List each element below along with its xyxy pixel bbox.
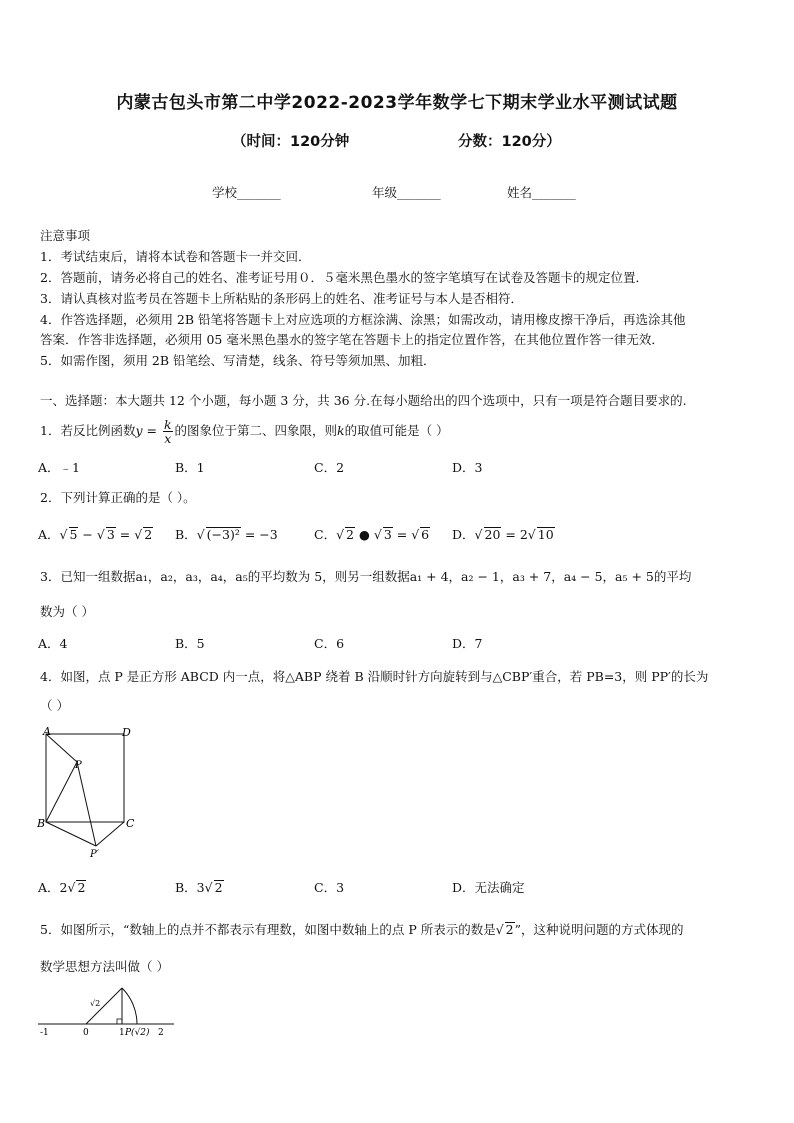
label-c: C [126, 817, 135, 830]
q2-d-r2: 10 [537, 527, 554, 542]
q4-option-d: D．无法确定 [452, 880, 525, 895]
q2-c-r2: 3 [383, 527, 392, 542]
label-b: B [37, 817, 46, 830]
question-2-stem: 2．下列计算正确的是（ ）。 [40, 490, 196, 505]
q2-c-r3: 6 [421, 527, 430, 542]
notice-item: 1．考试结束后，请将本试卷和答题卡一并交回． [40, 249, 311, 264]
notice-item: 5．如需作图，须用 2B 铅笔绘、写清楚，线条、符号等须加黑、加粗． [40, 353, 436, 368]
notice-item: 答案．作答非选择题，必须用 05 毫米黑色墨水的签字笔在答题卡上的指定位置作答，在其他位置作答一律无效． [40, 332, 664, 347]
q2-a-r3: 2 [144, 527, 153, 542]
question-3-stem: 3．已知一组数据a₁，a₂，a₃，a₄，a₅的平均数为 5，则另一组数据a₁ + 4，a₂ − 1，a₃ + 7，a₄ − 5，a₅ + 5的平均 [40, 569, 692, 584]
segment-cpp [96, 822, 124, 846]
q1-fraction [163, 418, 173, 445]
number-line-figure [34, 982, 184, 1042]
q2-a-minus: − [78, 527, 97, 542]
segment-pp [77, 762, 96, 846]
q2-b-r1: (−3)² [206, 527, 240, 542]
right-angle-mark [117, 1019, 122, 1024]
square-abcd [46, 734, 124, 822]
q1-prefix: 1．若反比例函数 [40, 423, 136, 438]
q3-option-d: D．7 [452, 636, 483, 651]
segment-bpp [46, 822, 96, 846]
tick-one: 1 [119, 1028, 125, 1038]
q1-denominator: x [164, 431, 172, 446]
q2-option-d: D．√ 20 = 2√ 10 [452, 527, 554, 542]
question-5-stem: 5．如图所示，“数轴上的点并不都表示有理数，如图中数轴上的点 P 所表示的数是√ 2”，这种说明问题的方式体现的 [40, 922, 684, 937]
q2-c-r1: 2 [346, 527, 354, 542]
section-heading: 一、选择题：本大题共 12 个小题，每小题 3 分，共 36 分.在每小题给出的四个选项中，只有一项是符合题目要求的. [40, 393, 687, 408]
segment-ap [46, 734, 77, 762]
tick-zero: 0 [83, 1028, 89, 1038]
q5-root: 2 [505, 922, 514, 937]
q2-c-dot: ● [355, 527, 374, 542]
q2-b-label: B． [175, 527, 197, 542]
q1-option-c: C．2 [314, 460, 345, 475]
q4-b-root: 2 [214, 880, 223, 895]
q2-a-r1: 5 [69, 527, 78, 542]
question-4-stem-cont: （ ） [40, 698, 69, 713]
question-4-stem: 4．如图，点 P 是正方形 ABCD 内一点，将△ABP 绕着 B 沿顺时针方向旋转到与△CBP′重合，若 PB=3，则 PP′的长为 [40, 669, 709, 684]
notice-item: 4．作答选择题，必须用 2B 铅笔将答题卡上对应选项的方框涂满、涂黑；如需改动，请用橡皮擦干净后，再选涂其他 [40, 312, 686, 327]
q1-mid: 的图象位于第二、四象限，则 [174, 423, 338, 438]
square-figure [34, 724, 144, 864]
q2-d-label: D． [452, 527, 475, 542]
q3-option-b: B．5 [175, 636, 205, 651]
label-a: A [43, 725, 51, 738]
exam-score: 分数：120分） [458, 134, 561, 150]
q5-post: ”，这种说明问题的方式体现的 [514, 922, 684, 937]
q1-func-y: y [135, 423, 143, 438]
segment-pb [46, 762, 77, 822]
q1-tail: 的取值可能是（ ） [344, 423, 449, 438]
q4-b-text: B．3 [175, 880, 205, 895]
label-d: D [122, 726, 131, 739]
q2-d-eq: = 2 [501, 527, 528, 542]
notice-item: 3．请认真核对监考员在答题卡上所粘贴的条形码上的姓名、准考证号与本人是否相符． [40, 291, 523, 306]
q3-option-a: A．4 [38, 636, 68, 651]
name-field: 姓名_______ [507, 185, 576, 200]
q2-c-eq: = [392, 527, 412, 542]
q2-a-eq: = [115, 527, 135, 542]
compass-arc [122, 988, 137, 1024]
q2-c-label: C． [314, 527, 337, 542]
q2-b-rest: = −3 [240, 527, 278, 542]
page-title: 内蒙古包头市第二中学2022-2023学年数学七下期末学业水平测试试题 [116, 93, 678, 113]
q4-option-c: C．3 [314, 880, 345, 895]
notice-heading: 注意事项 [40, 228, 91, 243]
q1-numerator: k [163, 417, 172, 432]
tick-two: 2 [158, 1028, 164, 1038]
grade-field: 年级_______ [372, 185, 441, 200]
point-p-label: P(√2) [125, 1028, 150, 1038]
q1-k: k [337, 423, 345, 438]
question-1-stem [40, 414, 449, 448]
q4-option-a: A．2√ 2 [38, 880, 86, 895]
hypotenuse-label: √2 [90, 999, 101, 1008]
label-p: P [75, 760, 82, 771]
q4-option-b: B．3√ 2 [175, 880, 223, 895]
q2-option-a: A．√ 5 − √ 3 = √ 2 [38, 527, 153, 542]
q2-a-r2: 3 [106, 527, 115, 542]
q4-a-text: A．2 [38, 880, 68, 895]
question-3-stem-cont: 数为（ ） [40, 604, 94, 619]
q2-option-c: C．√ 2 ● √ 3 = √ 6 [314, 527, 430, 542]
q5-pre: 5．如图所示，“数轴上的点并不都表示有理数，如图中数轴上的点 P 所表示的数是 [40, 922, 496, 937]
q1-equals: = [142, 423, 161, 438]
q4-a-root: 2 [77, 880, 86, 895]
notice-item: 2．答题前，请务必将自己的姓名、准考证号用０．５毫米黑色墨水的签字笔填写在试卷及答题卡的规定位置． [40, 270, 648, 285]
q3-option-c: C．6 [314, 636, 345, 651]
q2-d-r1: 20 [484, 527, 501, 542]
question-5-stem-cont: 数学思想方法叫做（ ） [40, 959, 169, 974]
school-field: 学校_______ [212, 185, 281, 200]
label-p-prime: P′ [90, 849, 99, 860]
q1-option-b: B．1 [175, 460, 205, 475]
q1-option-d: D．3 [452, 460, 483, 475]
q1-option-a: A．﹣1 [38, 460, 80, 475]
tick-minus-one: -1 [40, 1028, 49, 1038]
q2-option-b: B．√ (−3)² = −3 [175, 527, 278, 542]
q2-a-label: A． [38, 527, 60, 542]
exam-time: （时间：120分钟 [232, 134, 350, 150]
